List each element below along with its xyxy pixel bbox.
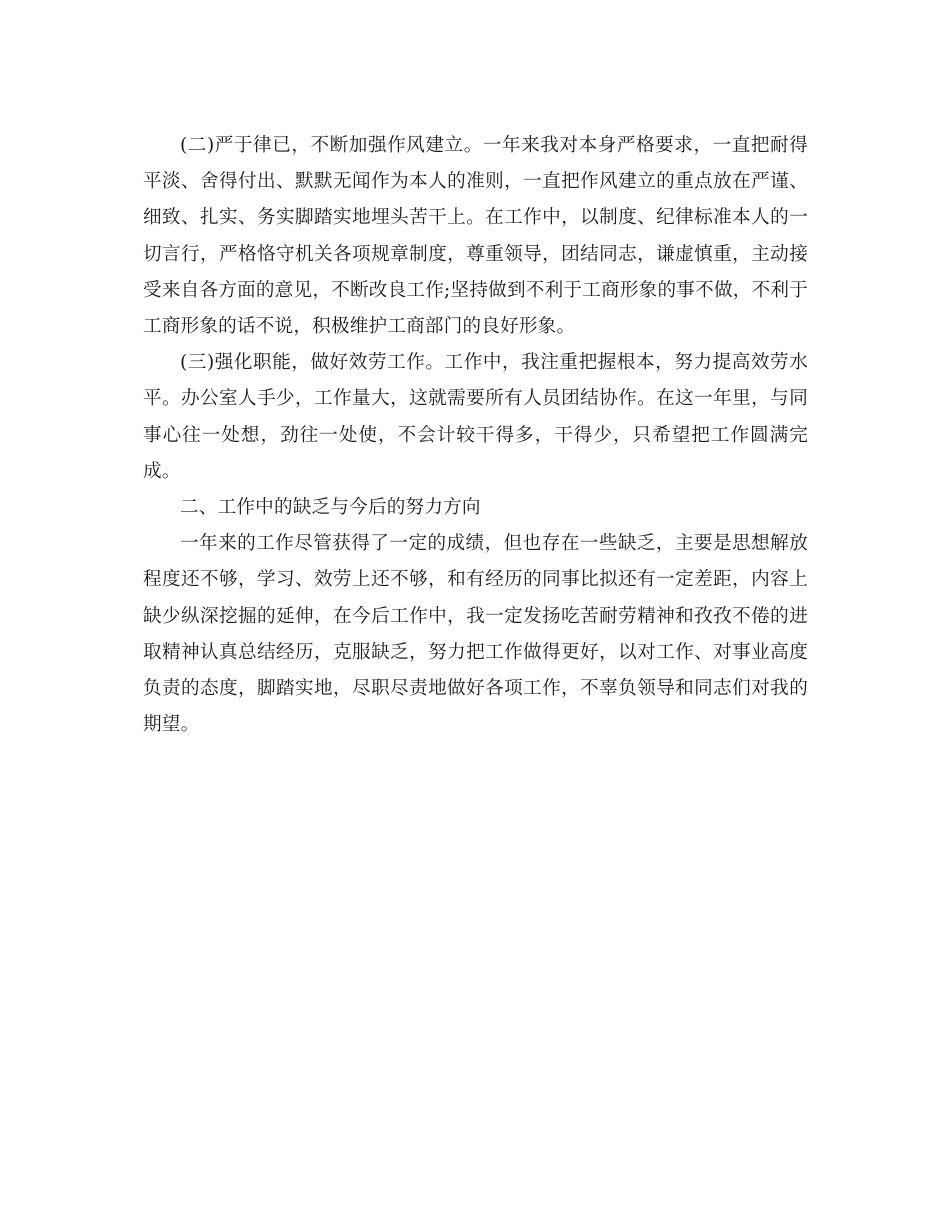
- document-body: [143, 128, 808, 743]
- paragraph-style-discipline: (二)严于律已，不断加强作风建立。一年来我对本身严格要求，一直把耐得平淡、舍得付出、默默无闻作为本人的准则，一直把作风建立的重点放在严谨、细致、扎实、务实脚踏实地埋头苦干上。在工作中，以制度、纪律标准本人的一切言行，严格恪守机关各项规章制度，尊重领导，团结同志，谦虚慎重，主动接受来自各方面的意见，不断改良工作;坚持做到不利于工商形象的事不做，不利于工商形象的话不说，积极维护工商部门的良好形象。: [143, 135, 808, 338]
- section-heading-shortcomings: 二、工作中的缺乏与今后的努力方向: [180, 497, 481, 519]
- paragraph-strengthen-service: (三)强化职能，做好效劳工作。工作中，我注重把握根本，努力提高效劳水平。办公室人手少，工作量大，这就需要所有人员团结协作。在这一年里，与同事心往一处想，劲往一处使，不会计较干得多，干得少，只希望把工作圆满完成。: [143, 352, 808, 482]
- paragraph-future-efforts: 一年来的工作尽管获得了一定的成绩，但也存在一些缺乏，主要是思想解放程度还不够，学习、效劳上还不够，和有经历的同事比拟还有一定差距，内容上缺少纵深挖掘的延伸，在今后工作中，我一定发扬吃苦耐劳精神和孜孜不倦的进取精神认真总结经历，克服缺乏，努力把工作做得更好，以对工作、对事业高度负责的态度，脚踏实地，尽职尽责地做好各项工作，不辜负领导和同志们对我的期望。: [143, 533, 808, 736]
